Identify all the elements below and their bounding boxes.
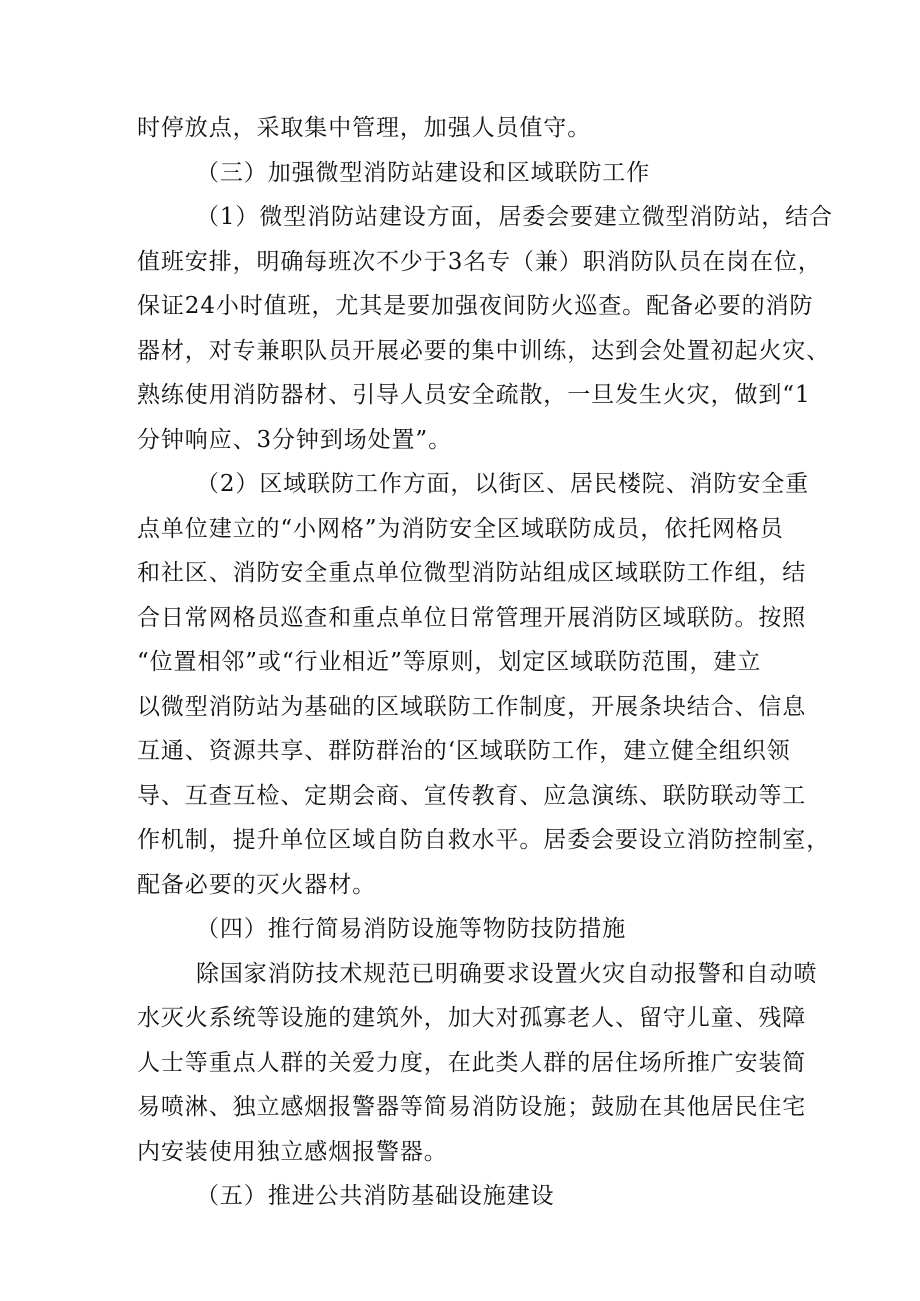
text-line: 除国家消防技术规范已明确要求设置火灾自动报警和自动喷 (196, 961, 818, 987)
text-line: 水灭火系统等设施的建筑外，加大对孤寡老人、留守儿童、残障 (137, 1005, 807, 1031)
text-line: 配备必要的灭火器材。 (137, 872, 376, 898)
section-heading-3: （三）加强微型消防站建设和区域联防工作 (196, 160, 651, 186)
section-heading-4: （四）推行简易消防设施等物防技防措施 (196, 916, 627, 942)
text-line: （2）区域联防工作方面，以街区、居民楼院、消防安全重 (196, 471, 810, 497)
text-line: 保证24小时值班，尤其是要加强夜间防火巡查。配备必要的消防 (137, 293, 814, 319)
text-line: 和社区、消防安全重点单位微型消防站组成区域联防工作组，结 (137, 560, 807, 586)
text-line: 互通、资源共享、群防群治的‘区域联防工作，建立健全组织领 (137, 738, 791, 764)
text-line: 内安装使用独立感烟报警器。 (137, 1139, 448, 1165)
text-line: 值班安排，明确每班次不少于3名专（兼）职消防队员在岗在位， (137, 249, 822, 275)
text-line: 点单位建立的“小网格”为消防安全区域联防成员，依托网格员 (137, 516, 784, 542)
text-line: 作机制，提升单位区域自防自救水平。居委会要设立消防控制室， (137, 827, 831, 853)
text-line: 器材，对专兼职队员开展必要的集中训练，达到会处置初起火灾、 (137, 338, 831, 364)
text-line: 熟练使用消防器材、引导人员安全疏散，一旦发生火灾，做到“1 (137, 382, 811, 408)
text-line: 合日常网格员巡查和重点单位日常管理开展消防区域联防。按照 (137, 605, 807, 631)
text-line: 分钟响应、3分钟到场处置”。 (137, 427, 452, 453)
text-line: 人士等重点人群的关爱力度，在此类人群的居住场所推广安装简 (137, 1050, 807, 1076)
text-line: 导、互查互检、定期会商、宣传教育、应急演练、联防联动等工 (137, 783, 807, 809)
section-heading-5: （五）推进公共消防基础设施建设 (196, 1183, 555, 1209)
text-line: 以微型消防站为基础的区域联防工作制度，开展条块结合、信息 (137, 694, 807, 720)
text-line: （1）微型消防站建设方面，居委会要建立微型消防站，结合 (196, 204, 833, 230)
text-line: 易喷淋、独立感烟报警器等简易消防设施；鼓励在其他居民住宅 (137, 1094, 807, 1120)
text-line: 时停放点，采取集中管理，加强人员值守。 (137, 115, 592, 141)
text-line: “位置相邻”或“行业相近”等原则，划定区域联防范围，建立 (137, 649, 762, 675)
